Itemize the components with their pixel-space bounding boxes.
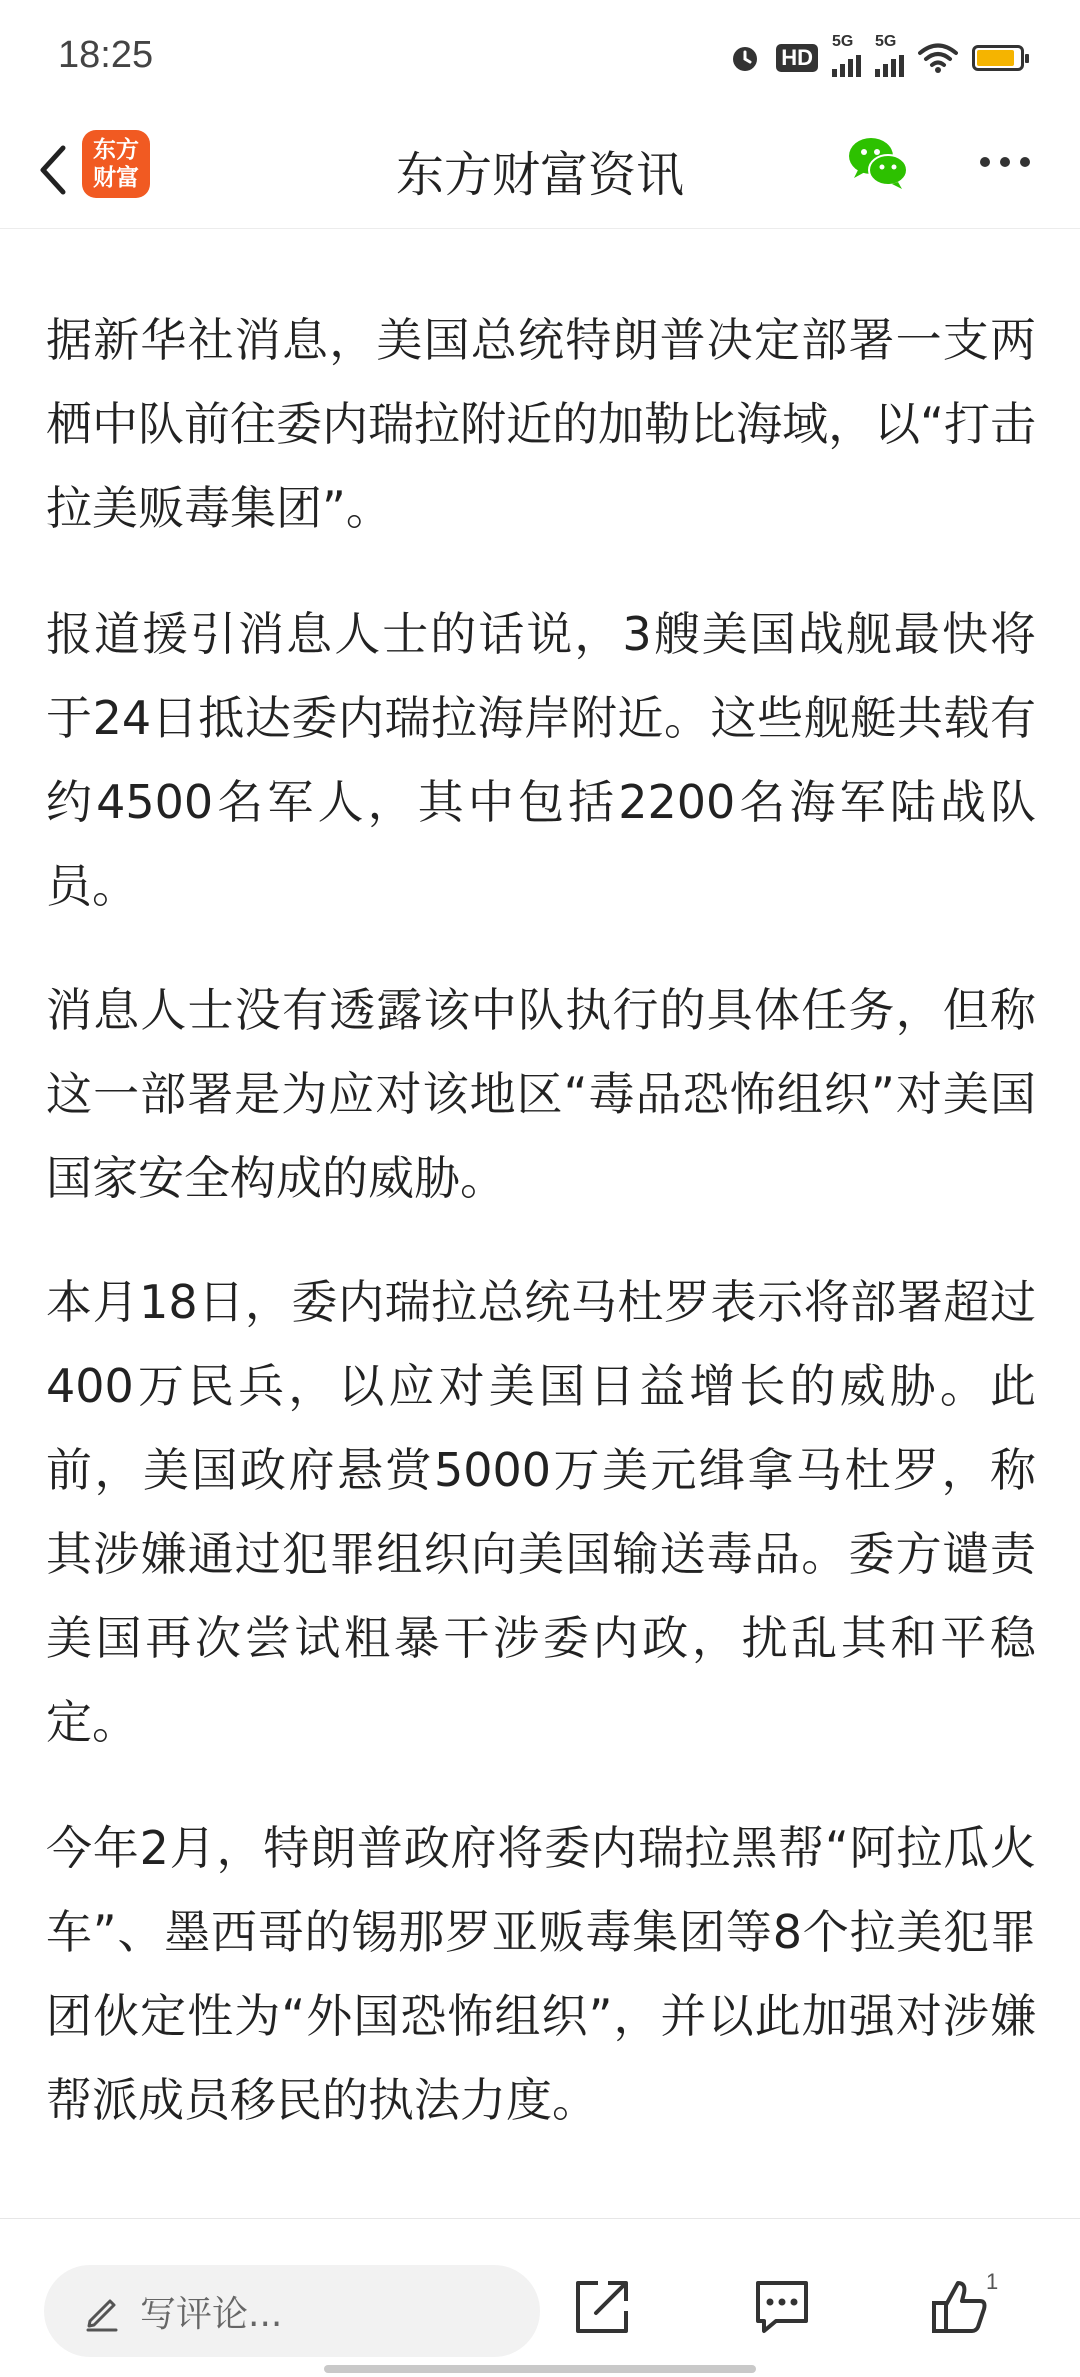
more-dot [1020,157,1030,167]
article-paragraph: 据新华社消息，美国总统特朗普决定部署一支两栖中队前往委内瑞拉附近的加勒比海域，以“打击拉美贩毒集团”。 [46,313,1036,535]
share-icon[interactable] [570,2275,634,2339]
article-body [0,228,1080,2218]
alarm-icon [728,41,762,75]
article-paragraph: 本月18日，委内瑞拉总统马杜罗表示将部署超过400万民兵，以应对美国日益增长的威胁。此前，美国政府悬赏5000万美元缉拿马杜罗，称其涉嫌通过犯罪组织向美国输送毒品。委方谴责美国再次尝试粗暴干涉委内政，扰乱其和平稳定。 [46,1275,1036,1749]
5g-signal-icon [832,33,861,77]
article-paragraph: 今年2月，特朗普政府将委内瑞拉黑帮“阿拉瓜火车”、墨西哥的锡那罗亚贩毒集团等8个拉美犯罪团伙定性为“外国恐怖组织”，并以此加强对涉嫌帮派成员移民的执法力度。 [46,1821,1036,2127]
comment-input[interactable] [44,2265,540,2357]
more-dot [980,157,990,167]
comment-bubble-icon[interactable] [750,2275,814,2339]
article-paragraph: 报道援引消息人士的话说，3艘美国战舰最快将于24日抵达委内瑞拉海岸附近。这些舰艇共载有约4500名军人，其中包括2200名海军陆战队员。 [46,607,1036,913]
status-icons [728,33,1024,80]
comment-placeholder: 写评论... [140,2293,283,2335]
home-indicator[interactable] [324,2365,756,2373]
bottom-action-bar [0,2218,1080,2377]
wechat-icon[interactable] [846,130,910,194]
more-button[interactable] [970,130,1040,194]
logo-text: 东方财富 [93,137,139,191]
wifi-icon [918,42,958,74]
5g-signal-icon [875,33,904,77]
status-time: 18:25 [58,34,154,76]
nav-bar [0,112,1080,229]
like-count: 1 [986,2269,999,2294]
pencil-icon [80,2289,124,2333]
article-paragraph: 消息人士没有透露该中队执行的具体任务，但称这一部署是为应对该地区“毒品恐怖组织”对美国国家安全构成的威胁。 [46,983,1036,1205]
network-label: 5G [832,33,854,50]
network-label: 5G [875,33,897,50]
battery-icon [972,45,1024,71]
hd-badge: HD [776,44,818,72]
thumbs-up-icon[interactable] [928,2275,992,2339]
page-title: 东方财富资讯 [395,147,684,203]
more-dot [1000,157,1010,167]
status-bar [0,0,1080,112]
